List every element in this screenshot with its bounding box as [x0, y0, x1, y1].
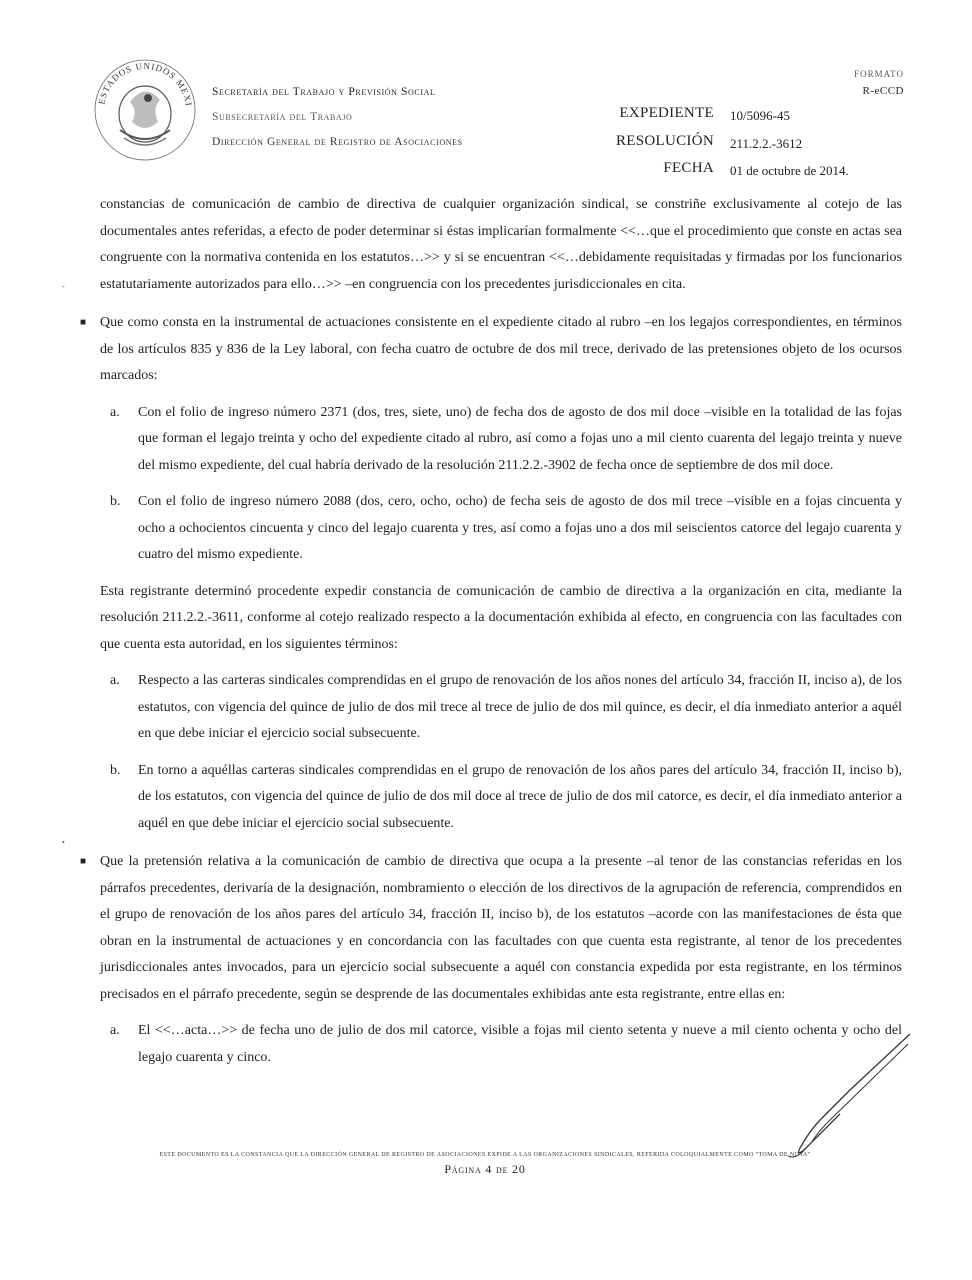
list-item	[100, 489, 902, 569]
list-item	[100, 758, 902, 838]
bullet-icon: ■	[80, 317, 87, 328]
list-item-label: a.	[110, 1023, 120, 1038]
resolucion-label: RESOLUCIÓN	[615, 132, 714, 149]
fecha-label: FECHA	[663, 160, 714, 176]
resolucion-value: 211.2.2.-3612	[730, 135, 803, 151]
list-item-label: a.	[110, 673, 120, 688]
footer	[118, 1152, 852, 1177]
agency-secretaria: Secretaría del Trabajo y Previsión Social	[212, 86, 436, 98]
mexico-coat-of-arms-seal	[90, 52, 200, 162]
list-item-label: a.	[110, 404, 120, 420]
svg-text:ESTADOS UNIDOS MEXICANOS: ESTADOS UNIDOS MEXI	[96, 60, 194, 108]
expediente-value: 10/5096-45	[730, 108, 790, 123]
list-item-text: El <<…acta…>> de fecha uno de julio de dos mil catorce, visible a fojas mil ciento setenta y nueve a mil ciento ochenta y ocho del legajo cuarenta y cinco.	[138, 1023, 902, 1065]
list-item-text: En torno a aquéllas carteras sindicales comprendidas en el grupo de renovación de los años pares del artículo 34, fracción II, inciso b), de los estatutos, con vigencia del quince de julio de dos mil doce al trece de julio de dos mil catorce, es decir, el día inmediato anterior a aquél en que debe iniciar el ejercicio social subsecuente.	[138, 762, 902, 831]
list-item-label: b.	[110, 762, 121, 778]
bullet-paragraph-1	[80, 310, 902, 390]
list-item-text: Respecto a las carteras sindicales comprendidas en el grupo de renovación de los años nones del artículo 34, fracción II, inciso a), de los estatutos, con vigencia del quince de julio de dos mil trece al trece de julio de dos mil quince, es decir, el día inmediato anterior a aquél en que debe iniciar el ejercicio social subsecuente.	[138, 673, 902, 741]
bullet-2-text: Que la pretensión relativa a la comunicación de cambio de directiva que ocupa a la presente –al tenor de las constancias referidas en los párrafos precedentes, derivaría de la designación, nombramiento o elección de los directivos de la agrupación de referencia, comprendidos en el grupo de renovación de los años pares del artículo 34, fracción II, inciso b), de los estatutos –acorde con las manifestaciones de ésta que obran en la instrumental de actuaciones y en concordancia con las facultades con que cuenta esta registrante, al tenor de los precedentes jurisdiccionales antes invocados, para un ejercicio social subsecuente a aquél con constancia expedida por esta registrante, en los términos precisados en el párrafo precedente, según se desprende de las documentales exhibidas ante esta registrante, entre ellas en:	[100, 854, 902, 1002]
list-item-text: Con el folio de ingreso número 2371 (dos, tres, siete, uno) de fecha dos de agosto de dos mil doce –visible en la totalidad de las fojas que forman el legajo treinta y ocho del expediente citado al rubro, así como a fojas uno a mil ciento cuarenta del legajo treinta y nueve del mismo expediente, del cual habría derivado de la resolución 211.2.2.-3902 de fecha once de septiembre de dos mil doce.	[138, 404, 902, 473]
scan-mark: •	[62, 838, 65, 847]
handwritten-signature	[760, 1030, 920, 1170]
list-item-label: b.	[110, 494, 121, 509]
list-item	[100, 668, 902, 748]
registrante-paragraph: Esta registrante determinó procedente expedir constancia de comunicación de cambio de directiva a la organización en cita, mediante la resolución 211.2.2.-3611, conforme al cotejo realizado respecto a la documentación exhibida al efecto, en congruencia con las facultades con que cuenta esta autoridad, en los siguientes términos:	[100, 583, 902, 652]
intro-paragraph: constancias de comunicación de cambio de directiva de cualquier organización sindical, se constriñe exclusivamente al cotejo de las documentales antes referidas, a efecto de poder determinar si éstas implicarían formalmente <<…que el procedimiento que conste en actas sea congruente con la normativa contenida en los estatutos…>> y si se encuentran <<…debidamente requisitadas y firmadas por los funcionarios estatutariamente autorizados para ello…>> –en congruencia con los precedentes jurisdiccionales en cita.	[100, 197, 902, 292]
scan-mark: -	[62, 282, 65, 291]
document-body	[80, 192, 902, 1071]
list-item	[100, 400, 902, 480]
agency-block	[212, 80, 463, 155]
fecha-value: 01 de octubre de 2014.	[730, 163, 849, 178]
formato-block	[854, 66, 904, 100]
agency-direccion: Dirección General de Registro de Asociaciones	[212, 136, 463, 148]
expediente-label: EXPEDIENTE	[619, 105, 714, 121]
case-metadata	[610, 101, 849, 184]
agency-subsecretaria: Subsecretaría del Trabajo	[212, 111, 353, 123]
bullet-icon: ■	[80, 856, 87, 867]
footer-note: ESTE DOCUMENTO ES LA CONSTANCIA QUE LA DIRECCIÓN GENERAL DE REGISTRO DE ASOCIACIONES EXPIDE A LAS ORGANIZACIONES SINDICALES, REFERIDA COLOQUIALMENTE COMO "TOMA DE NOTA"	[159, 1152, 811, 1158]
formato-label: FORMATO	[854, 69, 904, 79]
bullet-1-text: Que como consta en la instrumental de actuaciones consistente en el expediente citado al rubro –en los legajos correspondientes, en términos de los artículos 835 y 836 de la Ley laboral, con fecha cuatro de octubre de dos mil trece, derivado de las pretensiones objeto de los ocursos marcados:	[100, 315, 902, 383]
list-item-text: Con el folio de ingreso número 2088 (dos, cero, ocho, ocho) de fecha seis de agosto de dos mil trece –visible en a fojas cincuenta y ocho a ochocientos cincuenta y cinco del legajo cuarenta y tres, así como a fojas uno a dos mil seiscientos catorce del legajo cuarenta y cuatro del mismo expediente.	[138, 494, 902, 562]
formato-code: R-eCCD	[862, 85, 904, 97]
bullet-paragraph-2	[80, 849, 902, 1008]
page-number: Página 4 de 20	[444, 1162, 526, 1176]
